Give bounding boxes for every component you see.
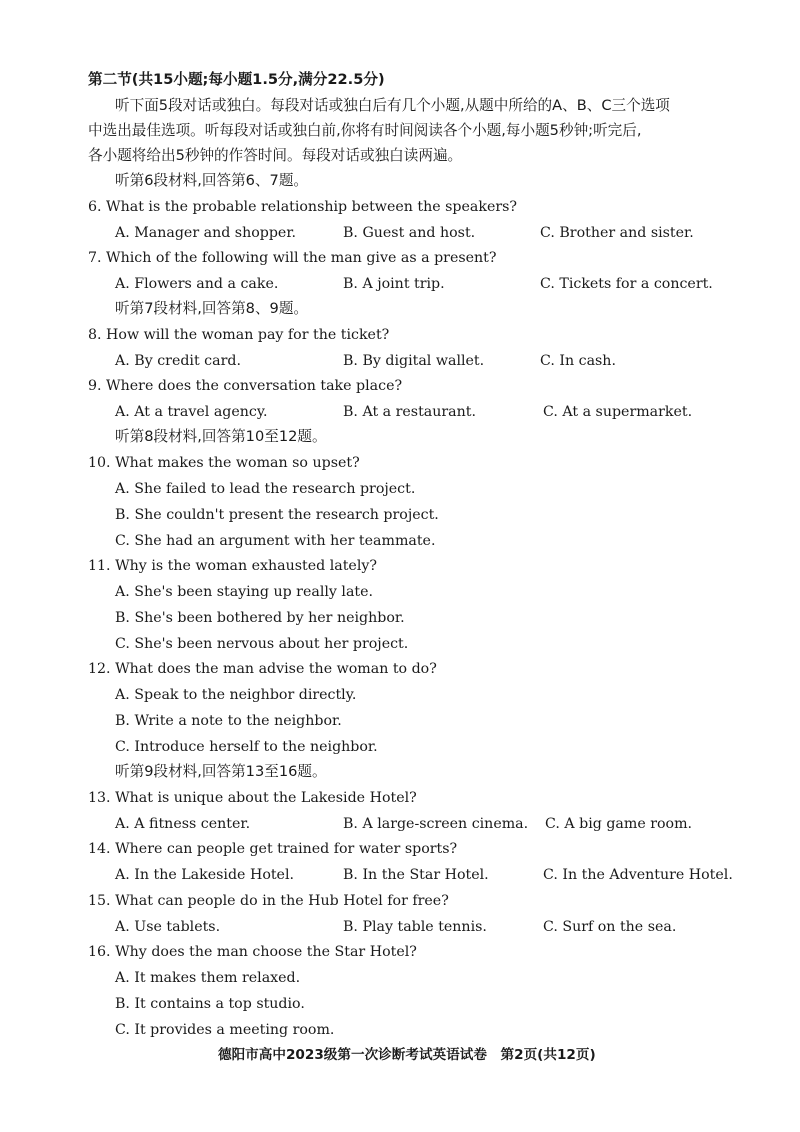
question-6-option-b: B. Guest and host. xyxy=(343,225,476,241)
question-10-option-a: A. She failed to lead the research project. xyxy=(115,481,416,497)
direction-6: 听第6段材料,回答第6、7题。 xyxy=(115,172,309,189)
question-9-stem: 9. Where does the conversation take place? xyxy=(88,378,403,394)
question-12-option-b: B. Write a note to the neighbor. xyxy=(115,713,342,729)
question-16-option-a: A. It makes them relaxed. xyxy=(115,970,301,986)
question-13-stem: 13. What is unique about the Lakeside Hotel? xyxy=(88,790,417,806)
question-14-option-c: C. In the Adventure Hotel. xyxy=(543,867,733,883)
question-11-option-a: A. She's been staying up really late. xyxy=(115,584,374,600)
question-16-option-b: B. It contains a top studio. xyxy=(115,996,305,1012)
question-13-option-b: B. A large-screen cinema. xyxy=(343,816,529,832)
question-9-option-b: B. At a restaurant. xyxy=(343,404,476,420)
question-15-option-a: A. Use tablets. xyxy=(115,919,221,935)
question-12-option-a: A. Speak to the neighbor directly. xyxy=(115,687,357,703)
question-8-option-c: C. In cash. xyxy=(540,353,616,369)
direction-8: 听第8段材料,回答第10至12题。 xyxy=(115,428,327,445)
question-14-option-a: A. In the Lakeside Hotel. xyxy=(115,867,294,883)
question-11-option-c: C. She's been nervous about her project. xyxy=(115,636,409,652)
question-12-stem: 12. What does the man advise the woman to do? xyxy=(88,661,437,677)
question-9-option-c: C. At a supermarket. xyxy=(543,404,693,420)
question-10-option-b: B. She couldn't present the research project. xyxy=(115,507,439,523)
question-8-option-b: B. By digital wallet. xyxy=(343,353,485,369)
question-15-stem: 15. What can people do in the Hub Hotel for free? xyxy=(88,893,449,909)
question-16-stem: 16. Why does the man choose the Star Hotel? xyxy=(88,944,417,960)
question-9-option-a: A. At a travel agency. xyxy=(115,404,268,420)
question-7-option-a: A. Flowers and a cake. xyxy=(115,276,279,292)
instruction-line-2: 中选出最佳选项。听每段对话或独白前,你将有时间阅读各个小题,每小题5秒钟;听完后, xyxy=(88,122,642,139)
question-16-option-c: C. It provides a meeting room. xyxy=(115,1022,335,1038)
question-10-stem: 10. What makes the woman so upset? xyxy=(88,455,360,471)
question-10-option-c: C. She had an argument with her teammate. xyxy=(115,533,436,549)
instruction-line-1: 听下面5段对话或独白。每段对话或独白后有几个小题,从题中所给的A、B、C三个选项 xyxy=(115,97,670,114)
question-15-option-b: B. Play table tennis. xyxy=(343,919,487,935)
question-13-option-c: C. A big game room. xyxy=(545,816,693,832)
page-footer: 德阳市高中2023级第一次诊断考试英语试卷 第2页(共12页) xyxy=(218,1047,596,1063)
question-6-option-c: C. Brother and sister. xyxy=(540,225,694,241)
question-7-stem: 7. Which of the following will the man give as a present? xyxy=(88,250,497,266)
direction-9: 听第9段材料,回答第13至16题。 xyxy=(115,763,327,780)
question-6-stem: 6. What is the probable relationship between the speakers? xyxy=(88,199,518,215)
question-12-option-c: C. Introduce herself to the neighbor. xyxy=(115,739,378,755)
question-6-option-a: A. Manager and shopper. xyxy=(115,225,297,241)
question-13-option-a: A. A fitness center. xyxy=(115,816,251,832)
question-8-option-a: A. By credit card. xyxy=(115,353,241,369)
section-title: 第二节(共15小题;每小题1.5分,满分22.5分) xyxy=(88,71,385,88)
question-14-option-b: B. In the Star Hotel. xyxy=(343,867,489,883)
question-11-option-b: B. She's been bothered by her neighbor. xyxy=(115,610,405,626)
question-8-stem: 8. How will the woman pay for the ticket? xyxy=(88,327,390,343)
direction-7: 听第7段材料,回答第8、9题。 xyxy=(115,300,309,317)
question-7-option-b: B. A joint trip. xyxy=(343,276,445,292)
instruction-line-3: 各小题将给出5秒钟的作答时间。每段对话或独白读两遍。 xyxy=(88,147,463,164)
question-15-option-c: C. Surf on the sea. xyxy=(543,919,677,935)
question-7-option-c: C. Tickets for a concert. xyxy=(540,276,713,292)
question-11-stem: 11. Why is the woman exhausted lately? xyxy=(88,558,377,574)
question-14-stem: 14. Where can people get trained for water sports? xyxy=(88,841,458,857)
